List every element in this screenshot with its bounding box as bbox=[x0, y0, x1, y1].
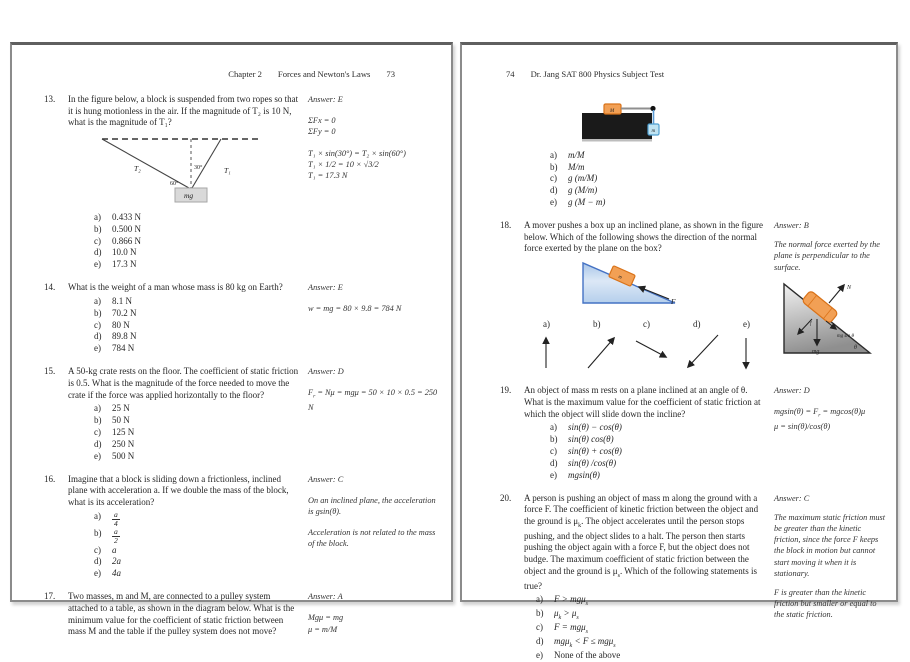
option bbox=[94, 528, 302, 545]
option-value: sin(θ) cos(θ) bbox=[568, 434, 614, 445]
option-label: e) bbox=[550, 197, 557, 208]
option-value: 8.1 N bbox=[112, 295, 132, 306]
option bbox=[550, 458, 766, 470]
box-m-label: m bbox=[617, 274, 623, 281]
book-title: Dr. Jang SAT 800 Physics Subject Test bbox=[530, 69, 665, 79]
answer-column bbox=[774, 493, 888, 621]
question-13 bbox=[44, 94, 441, 271]
q13-figure-wrap bbox=[90, 132, 302, 210]
option-label: d) bbox=[94, 247, 102, 258]
option-label: a) bbox=[543, 318, 550, 329]
option bbox=[94, 308, 302, 320]
mg-sin-theta-label: mg sin θ bbox=[837, 333, 854, 339]
option-label: d) bbox=[693, 318, 701, 329]
question-17 bbox=[44, 591, 441, 638]
answer-note: F is greater than the kinetic friction but smaller or equal to the static friction. bbox=[774, 587, 877, 620]
option bbox=[550, 150, 766, 162]
q13-options bbox=[94, 212, 302, 271]
option bbox=[550, 162, 766, 174]
angle-30-label: 30° bbox=[194, 165, 203, 172]
q13-rope-figure bbox=[90, 132, 276, 206]
q19-options bbox=[550, 422, 766, 481]
question-number: 19. bbox=[500, 385, 512, 396]
answer-column bbox=[308, 591, 441, 635]
arrow-up-right-icon bbox=[584, 331, 620, 371]
option bbox=[94, 331, 302, 343]
option-arrow-b bbox=[584, 319, 634, 374]
work-line: μ = m/M bbox=[308, 624, 338, 634]
option-label: c) bbox=[643, 318, 650, 329]
option-label: a) bbox=[94, 403, 101, 414]
option-value: 17.3 N bbox=[112, 259, 137, 270]
option-value: F = mgμ$_s$ bbox=[554, 622, 588, 635]
option bbox=[550, 470, 766, 482]
answer-column bbox=[308, 282, 441, 314]
option-value: 2a bbox=[112, 556, 121, 567]
option-label: d) bbox=[94, 556, 102, 567]
page-73 bbox=[10, 42, 453, 637]
work-line: μ = sin(θ)/cos(θ) bbox=[774, 421, 831, 431]
work-line: ΣFx = 0 bbox=[308, 116, 336, 126]
option-label: e) bbox=[550, 469, 557, 480]
option-value: 80 N bbox=[112, 319, 130, 330]
option bbox=[94, 556, 302, 568]
option-label: e) bbox=[94, 568, 101, 579]
option-value: mgμ$_k$ < F ≤ mgμ$_s$ bbox=[554, 635, 616, 649]
free-body-diagram bbox=[774, 279, 876, 363]
q18-arrow-options bbox=[534, 319, 786, 374]
option-value: 4a bbox=[112, 568, 121, 579]
answer-column bbox=[308, 94, 441, 181]
angle-60-label: 60° bbox=[170, 181, 179, 188]
option-value: 0.866 N bbox=[112, 235, 141, 246]
option bbox=[94, 320, 302, 332]
work-line: w = mg = 80 × 9.8 = 784 N bbox=[308, 304, 402, 314]
t2-label: T₂ bbox=[134, 164, 141, 174]
q16-options bbox=[94, 511, 302, 581]
option-label: b) bbox=[94, 223, 102, 234]
chapter-label: Chapter 2 bbox=[228, 69, 262, 79]
option-label: c) bbox=[550, 173, 557, 184]
option-label: d) bbox=[94, 438, 102, 449]
option-label: e) bbox=[743, 318, 750, 329]
arrow-down-left-icon bbox=[684, 331, 720, 371]
work-line: T₁ = 17.3 N bbox=[308, 170, 348, 180]
option bbox=[94, 259, 302, 271]
page-header bbox=[44, 69, 441, 79]
option-label: b) bbox=[94, 415, 102, 426]
option-value: 0.433 N bbox=[112, 211, 141, 222]
option bbox=[550, 197, 766, 209]
option bbox=[94, 545, 302, 557]
option-label: d) bbox=[550, 185, 558, 196]
option-label: c) bbox=[94, 235, 101, 246]
question-number: 15. bbox=[44, 366, 56, 377]
question-number: 17. bbox=[44, 591, 56, 602]
option-label: d) bbox=[550, 457, 558, 468]
question-text: An object of mass m rests on a plane inclined at an angle of θ. What is the maximum value for the coefficient of static friction at which the object will slide down the incline? bbox=[524, 385, 761, 419]
question-number: 20. bbox=[500, 492, 512, 503]
option-label: c) bbox=[550, 446, 557, 456]
mass-M-label: M bbox=[610, 109, 615, 114]
option-value: 25 N bbox=[112, 403, 130, 414]
question-14 bbox=[44, 282, 441, 355]
option-label: d) bbox=[536, 635, 544, 646]
option-value: 50 N bbox=[112, 415, 130, 426]
option bbox=[94, 224, 302, 236]
option-label: a) bbox=[94, 211, 101, 222]
question-number: 18. bbox=[500, 220, 512, 231]
work-line: $mgsin(\theta) = F_r = mgcos(\theta)\mu$ bbox=[774, 407, 866, 420]
question-text: Two masses, m and M, are connected to a pulley system attached to a table, as shown in the diagram below. What is the minimum value for the coefficient of static friction between mass M and the table if the pulley system does not move? bbox=[68, 591, 295, 637]
mg-label: mg bbox=[812, 348, 820, 355]
option bbox=[550, 422, 766, 434]
work-line: ΣFy = 0 bbox=[308, 127, 336, 137]
incline-box-figure bbox=[576, 259, 688, 311]
page-number: 73 bbox=[386, 69, 395, 79]
option-label: c) bbox=[94, 427, 101, 437]
option bbox=[536, 622, 766, 636]
option bbox=[94, 296, 302, 308]
q14-options bbox=[94, 296, 302, 355]
option-value: 500 N bbox=[112, 450, 135, 461]
option-label: a) bbox=[550, 422, 557, 433]
option-label: b) bbox=[593, 318, 601, 329]
answer-note: The normal force exerted by the plane is perpendicular to the surface. bbox=[774, 240, 880, 272]
option-value: F > mgμ$_s$ bbox=[554, 594, 588, 608]
answer-label: Answer: D bbox=[308, 367, 344, 377]
friction-label: f bbox=[810, 321, 812, 327]
question-15 bbox=[44, 366, 441, 462]
pulley-figure-wrap bbox=[576, 98, 766, 148]
option-label: c) bbox=[536, 622, 543, 632]
question-number: 13. bbox=[44, 94, 56, 104]
mg-block-label: mg bbox=[184, 191, 194, 201]
option bbox=[94, 403, 302, 415]
option-label: c) bbox=[94, 544, 101, 555]
option-value: $\mu_k > \mu_s$ bbox=[554, 608, 579, 621]
option-value: sin(θ) /cos(θ) bbox=[568, 457, 617, 468]
option-value: mgsin(θ) bbox=[568, 469, 600, 480]
option-label: a) bbox=[550, 149, 557, 160]
option bbox=[94, 451, 302, 463]
page-number: 74 bbox=[506, 69, 515, 79]
question-text: In the figure below, a block is suspended from two ropes so that it is hung motionless in the air. If the magnitude of T₂ is 10 N, what is the magnitude of T₁? bbox=[68, 94, 299, 128]
option-arrow-c bbox=[634, 319, 684, 374]
option-value: m/M bbox=[568, 149, 585, 160]
question-text: A 50-kg crate rests on the floor. The coefficient of static friction is 0.5. What is the magnitude of the force needed to move the crate if the force was applied horizontally to the floor? bbox=[68, 366, 299, 400]
option-label: b) bbox=[94, 307, 102, 318]
option-label: e) bbox=[94, 450, 101, 461]
mass-m-label: m bbox=[651, 129, 656, 134]
option-value: 10.0 N bbox=[112, 247, 137, 258]
option bbox=[94, 247, 302, 259]
option-value: g (M − m) bbox=[568, 197, 606, 208]
option-value: g (m/M) bbox=[568, 173, 598, 184]
option-value: sin(θ) − cos(θ) bbox=[568, 422, 622, 433]
answer-note: Acceleration is not related to the mass of the block. bbox=[308, 528, 436, 549]
answer-column bbox=[308, 366, 441, 413]
option-label: b) bbox=[550, 161, 558, 172]
page-74 bbox=[460, 42, 898, 660]
option bbox=[536, 636, 766, 650]
question-number: 14. bbox=[44, 282, 56, 293]
question-16 bbox=[44, 474, 441, 581]
answer-label: Answer: E bbox=[308, 95, 343, 104]
question-19 bbox=[500, 385, 888, 481]
option bbox=[550, 173, 766, 185]
normal-force-label: N bbox=[847, 284, 852, 291]
option-value: 0.500 N bbox=[112, 223, 141, 234]
q18-figure-wrap bbox=[576, 259, 766, 315]
chapter-title: Forces and Newton's Laws bbox=[277, 69, 371, 79]
arrow-down-icon bbox=[734, 331, 770, 371]
option bbox=[550, 185, 766, 197]
option-value: g (M/m) bbox=[568, 185, 598, 196]
option-label: e) bbox=[536, 649, 543, 660]
work-line: $F_r = N\mu = mg\mu = 50 \times 10 \times 0.5 = 250$ N bbox=[308, 388, 438, 412]
option-value: 70.2 N bbox=[112, 307, 137, 318]
page-header bbox=[500, 69, 888, 79]
arrow-down-right-icon bbox=[634, 331, 670, 371]
option bbox=[94, 415, 302, 427]
arrow-up-icon bbox=[534, 331, 570, 371]
option-value: 89.8 N bbox=[112, 331, 137, 342]
answer-column bbox=[774, 385, 888, 432]
answer-note: The maximum static friction must be greater than the kinetic friction, since the force F keeps the block in motion but cannot start moving it when it is stationary. bbox=[774, 512, 886, 578]
option-value: $\frac{a}{4}$ bbox=[114, 509, 118, 528]
option-value: 125 N bbox=[112, 427, 135, 437]
question-17-continued bbox=[500, 94, 888, 209]
option-label: b) bbox=[94, 527, 102, 538]
option-label: d) bbox=[94, 331, 102, 342]
option-value: a bbox=[112, 544, 117, 555]
option-label: a) bbox=[94, 510, 101, 521]
answer-label: Answer: A bbox=[308, 592, 343, 602]
option bbox=[94, 212, 302, 224]
force-F-label: F bbox=[671, 297, 676, 307]
q15-options bbox=[94, 403, 302, 462]
option bbox=[94, 439, 302, 451]
work-line: T₁ × sin(30°) = T₂ × sin(60°) bbox=[308, 148, 406, 158]
option-arrow-a bbox=[534, 319, 584, 374]
answer-note: On an inclined plane, the acceleration is gsin(θ). bbox=[308, 495, 436, 516]
question-20 bbox=[500, 493, 888, 662]
theta-label: θ bbox=[854, 344, 857, 351]
question-text: What is the weight of a man whose mass is 80 kg on Earth? bbox=[68, 282, 283, 293]
option-label: b) bbox=[550, 434, 558, 445]
answer-label: Answer: B bbox=[774, 221, 809, 231]
option bbox=[94, 511, 302, 528]
question-text: A mover pushes a box up an inclined plane, as shown in the figure below. Which of the following shows the direction of the normal force exerted by the plane on the box? bbox=[524, 220, 763, 254]
work-line: Mgμ = mg bbox=[308, 613, 344, 623]
option-label: a) bbox=[536, 594, 543, 605]
option-label: e) bbox=[94, 343, 101, 354]
option-value: None of the above bbox=[554, 649, 621, 660]
option-label: a) bbox=[94, 295, 101, 306]
option bbox=[550, 446, 766, 458]
question-text: Imagine that a block is sliding down a frictionless, inclined plane with acceleration a. If we double the mass of the block, what is its acceleration? bbox=[68, 473, 289, 507]
answer-label: Answer: E bbox=[308, 283, 343, 293]
option bbox=[550, 434, 766, 446]
question-text: A person is pushing an object of mass m along the ground with a force F. The coefficient of kinetic friction between the object and the ground is $\mu_k$. The object accelerates until the person stops pushing, and the object slides to a halt. The person then starts pushing the object again with a force F, but the object does not budge. The maximum coefficient of static friction between the object and the ground is $\mu_s$. Which of the following statements is true? bbox=[524, 492, 759, 591]
option-value: 784 N bbox=[112, 343, 135, 354]
work-line: T₁ × 1/2 = 10 × √3/2 bbox=[308, 159, 379, 169]
answer-column bbox=[308, 474, 441, 550]
option bbox=[94, 568, 302, 580]
question-number: 16. bbox=[44, 473, 56, 484]
option-label: b) bbox=[536, 608, 544, 619]
option-value: M/m bbox=[568, 161, 585, 172]
option bbox=[94, 427, 302, 439]
q20-options bbox=[536, 594, 766, 661]
q17-options bbox=[550, 150, 766, 209]
option-label: e) bbox=[94, 259, 101, 270]
pulley-table-figure bbox=[576, 98, 676, 144]
option bbox=[536, 594, 766, 608]
option-value: sin(θ) + cos(θ) bbox=[568, 446, 622, 456]
answer-column bbox=[774, 220, 888, 366]
answer-label: Answer: C bbox=[308, 474, 344, 484]
answer-label: Answer: D bbox=[774, 386, 810, 396]
answer-label: Answer: C bbox=[774, 493, 810, 503]
option bbox=[94, 343, 302, 355]
option-label: c) bbox=[94, 319, 101, 330]
option bbox=[536, 608, 766, 622]
t1-label: T₁ bbox=[224, 166, 231, 176]
option-arrow-d bbox=[684, 319, 734, 374]
option-value: 250 N bbox=[112, 438, 135, 449]
question-18 bbox=[500, 220, 888, 374]
option bbox=[536, 650, 766, 662]
option-value: $\frac{a}{2}$ bbox=[114, 526, 118, 545]
option bbox=[94, 236, 302, 248]
